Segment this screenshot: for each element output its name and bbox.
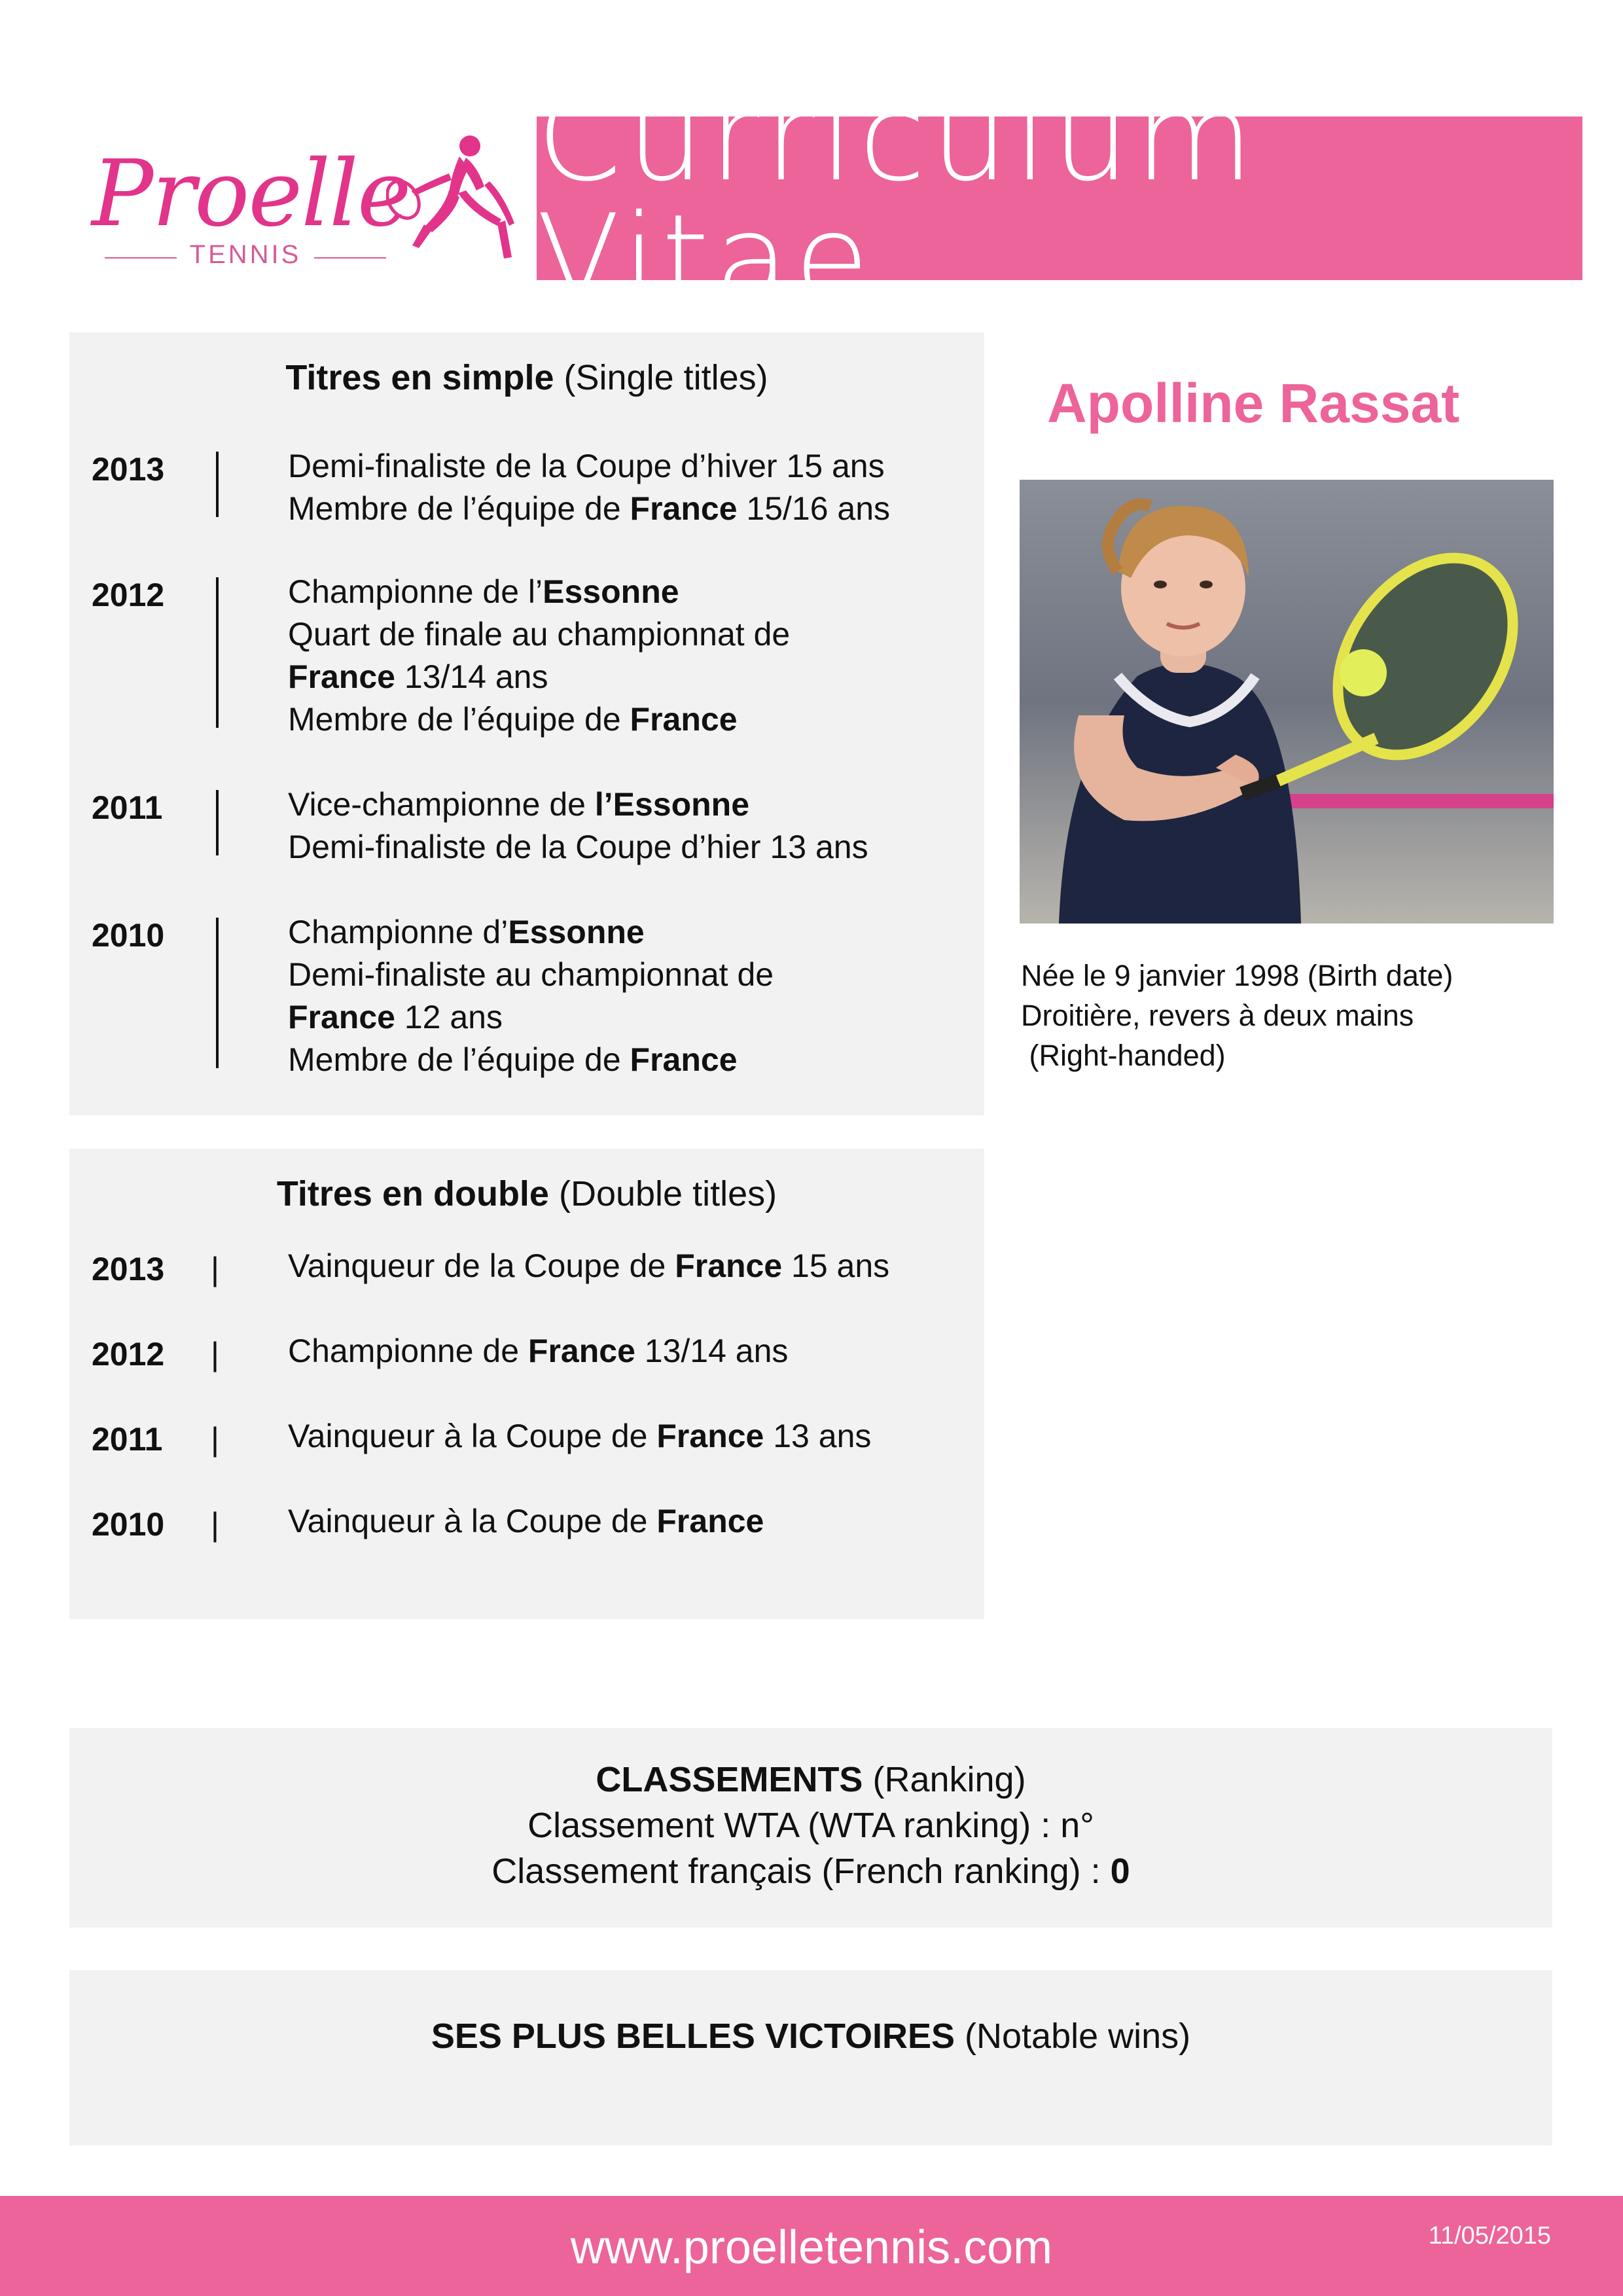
- footer-bar: [0, 2196, 1623, 2296]
- handedness-en: (Right-handed): [1021, 1039, 1226, 1072]
- entry-bold-text: France: [527, 1333, 635, 1369]
- entry-text: Demi-finaliste au championnat de: [288, 956, 774, 993]
- year-separator: |: [211, 1421, 219, 1458]
- proelle-logo: [92, 128, 510, 278]
- entry-bold-text: France: [675, 1247, 783, 1284]
- cv-title: Curriculum Vitae: [537, 66, 1259, 330]
- tennis-player-icon: [386, 128, 517, 272]
- year-divider: [216, 452, 219, 517]
- logo-subtitle: TENNIS: [92, 240, 399, 270]
- entry-bold-text: France: [630, 701, 738, 738]
- singles-year: 2010: [92, 917, 165, 954]
- player-photo: [1020, 480, 1554, 924]
- rankings-title-rest: (Ranking): [863, 1760, 1026, 1799]
- entry-text: Vainqueur de la Coupe de: [288, 1247, 675, 1284]
- cv-title-banner: [537, 66, 1582, 330]
- singles-entry-line: [288, 613, 790, 656]
- singles-entry-line: [288, 1039, 738, 1081]
- singles-entry-line: [288, 954, 774, 996]
- doubles-entry-line: [288, 1330, 788, 1372]
- entry-bold-text: France: [288, 658, 395, 695]
- entry-bold-text: France: [630, 1041, 738, 1078]
- singles-entry-line: [288, 571, 679, 613]
- entry-bold-text: Essonne: [508, 914, 645, 950]
- victories-title-rest: (Notable wins): [955, 2017, 1191, 2056]
- entry-text: 15/16 ans: [737, 490, 891, 527]
- doubles-year: 2011: [92, 1421, 163, 1458]
- singles-entry-line: [288, 911, 645, 954]
- doubles-entry-line: [288, 1245, 889, 1287]
- singles-title: [69, 357, 984, 398]
- french-ranking-value: 0: [1110, 1852, 1130, 1891]
- entry-bold-text: France: [288, 999, 395, 1035]
- wta-ranking: Classement WTA (WTA ranking) : n°: [527, 1806, 1094, 1845]
- document-date: 11/05/2015: [1428, 2222, 1551, 2250]
- entry-text: Membre de l’équipe de: [288, 701, 630, 738]
- doubles-year: 2012: [92, 1336, 165, 1372]
- french-ranking: [69, 1851, 1552, 1892]
- victories-panel: [69, 1970, 1552, 2145]
- year-divider: [216, 577, 219, 728]
- entry-text: Demi-finaliste de la Coupe d’hiver 15 ans: [288, 448, 885, 484]
- entry-text: 13 ans: [764, 1418, 872, 1454]
- singles-entry-line: [288, 445, 885, 488]
- entry-text: Championne de: [288, 1333, 528, 1369]
- doubles-title: [69, 1174, 984, 1214]
- singles-title-bold: Titres en simple: [285, 358, 554, 397]
- doubles-year: 2010: [92, 1506, 165, 1543]
- player-bio: [1021, 956, 1453, 1075]
- singles-entry-line: [288, 996, 503, 1039]
- doubles-panel: [69, 1149, 984, 1619]
- rankings-panel: [69, 1728, 1552, 1928]
- doubles-year: 2013: [92, 1251, 165, 1287]
- doubles-entry-line: [288, 1500, 764, 1543]
- entry-text: Demi-finaliste de la Coupe d’hier 13 ans: [288, 829, 868, 865]
- entry-text: 13/14 ans: [635, 1333, 789, 1369]
- year-divider: [216, 918, 219, 1068]
- singles-entry-line: [288, 698, 738, 741]
- singles-entry-line: [288, 488, 890, 530]
- entry-bold-text: France: [656, 1418, 764, 1454]
- singles-year: 2013: [92, 451, 165, 488]
- entry-text: Membre de l’équipe de: [288, 490, 630, 527]
- entry-bold-text: France: [656, 1503, 764, 1539]
- singles-title-rest: (Single titles): [554, 358, 768, 397]
- entry-text: 13/14 ans: [395, 658, 548, 695]
- logo-wordmark: Proelle: [92, 141, 410, 247]
- entry-text: Membre de l’équipe de: [288, 1041, 630, 1078]
- year-separator: |: [211, 1506, 219, 1543]
- entry-text: Vice-championne de: [288, 786, 595, 823]
- year-separator: |: [211, 1251, 219, 1287]
- singles-entry-line: [288, 656, 548, 698]
- handedness: Droitière, revers à deux mains: [1021, 999, 1414, 1032]
- singles-year: 2011: [92, 789, 163, 826]
- singles-year: 2012: [92, 577, 165, 613]
- player-photo-illustration: [1020, 480, 1554, 924]
- doubles-title-bold: Titres en double: [276, 1174, 549, 1213]
- year-divider: [216, 790, 219, 855]
- victories-title-bold: SES PLUS BELLES VICTOIRES: [431, 2017, 955, 2056]
- entry-text: Championne de l’: [288, 573, 543, 610]
- year-separator: |: [211, 1336, 219, 1372]
- entry-text: Quart de finale au championnat de: [288, 616, 791, 653]
- player-name: Apolline Rassat: [1047, 372, 1460, 434]
- singles-entry-line: [288, 826, 868, 869]
- website-url[interactable]: www.proelletennis.com: [570, 2221, 1053, 2274]
- victories-title: [69, 2016, 1552, 2056]
- entry-bold-text: Essonne: [543, 573, 679, 610]
- entry-text: 12 ans: [395, 999, 503, 1035]
- entry-text: Vainqueur à la Coupe de: [288, 1503, 657, 1539]
- doubles-title-rest: (Double titles): [548, 1174, 777, 1213]
- singles-entry-line: [288, 783, 749, 826]
- entry-text: 15 ans: [782, 1247, 890, 1284]
- entry-bold-text: France: [630, 490, 738, 527]
- french-ranking-label: Classement français (French ranking) :: [491, 1852, 1111, 1891]
- entry-bold-text: l’Essonne: [594, 786, 750, 823]
- doubles-entry-line: [288, 1415, 871, 1458]
- entry-text: Championne d’: [288, 914, 508, 950]
- rankings-title: [69, 1759, 1552, 1800]
- rankings-title-bold: CLASSEMENTS: [596, 1760, 863, 1799]
- birth-date: Née le 9 janvier 1998 (Birth date): [1021, 959, 1454, 992]
- entry-text: Vainqueur à la Coupe de: [288, 1418, 657, 1454]
